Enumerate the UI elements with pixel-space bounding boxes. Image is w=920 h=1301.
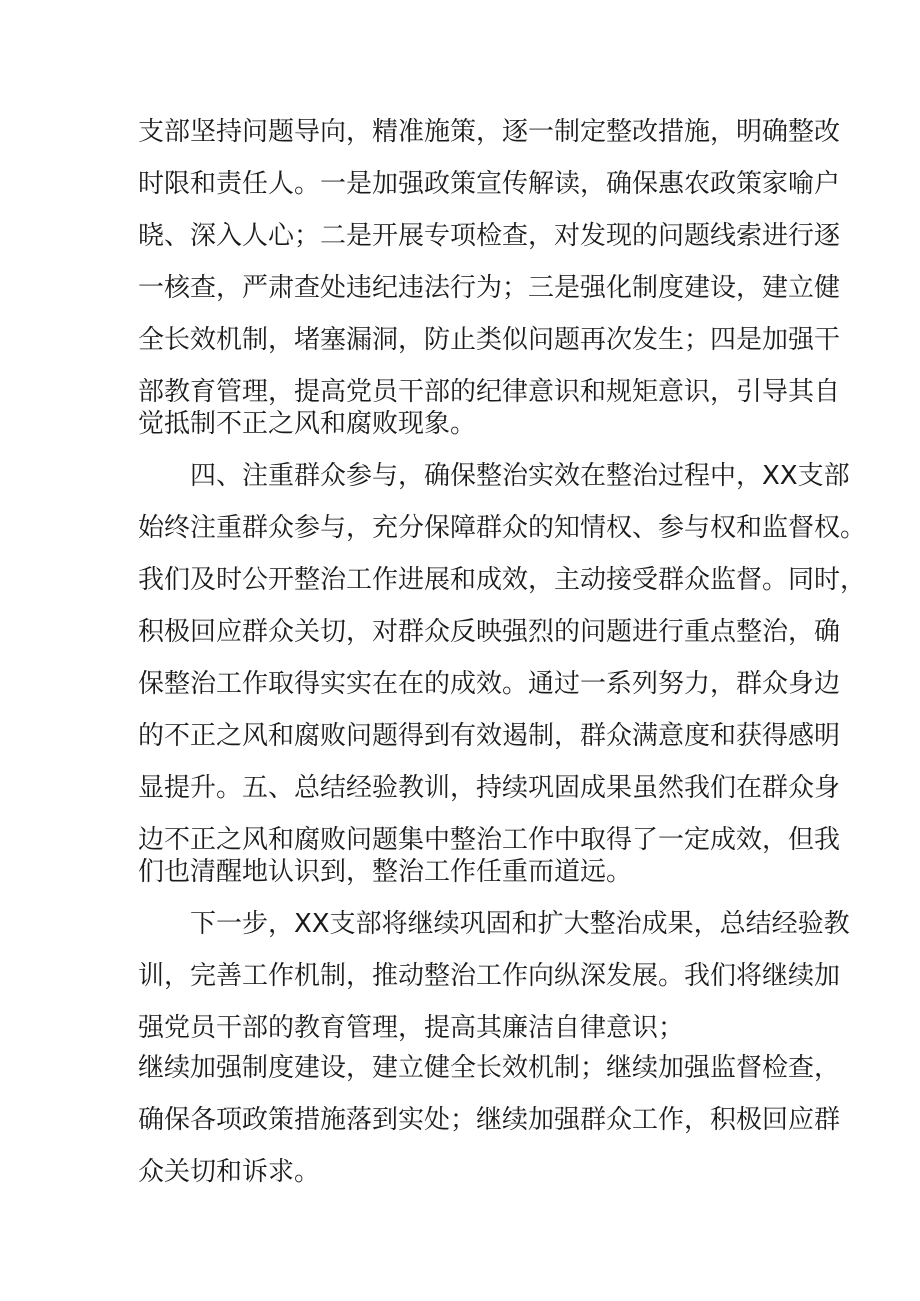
text-line: 边不正之风和腐败问题集中整治工作中取得了一定成效，但我	[138, 825, 841, 855]
text-line: 继续加强制度建设，建立健全长效机制；继续加强监督检查，	[138, 1053, 841, 1083]
text-line: 训，完善工作机制，推动整治工作向纵深发展。我们将继续加	[138, 961, 841, 991]
paragraph-start-line: 四、注重群众参与，确保整治实效在整治过程中，XX支部	[190, 461, 850, 491]
paragraph-start-line: 下一步，XX支部将继续巩固和扩大整治成果，总结经验教	[190, 909, 850, 939]
text-line: 保整治工作取得实实在在的成效。通过一系列努力，群众身边	[138, 669, 841, 699]
text-line: 支部坚持问题导向，精准施策，逐一制定整改措施，明确整改	[138, 117, 841, 147]
text-line: 积极回应群众关切，对群众反映强烈的问题进行重点整治，确	[138, 617, 841, 647]
text-line: 一核查，严肃查处违纪违法行为；三是强化制度建设，建立健	[138, 273, 841, 303]
text-line: 们也清醒地认识到，整治工作任重而道远。	[138, 857, 633, 887]
text-line: 部教育管理，提高党员干部的纪律意识和规矩意识，引导其自	[138, 377, 841, 407]
text-line: 时限和责任人。一是加强政策宣传解读，确保惠农政策家喻户	[138, 169, 841, 199]
text-line: 全长效机制，堵塞漏洞，防止类似问题再次发生；四是加强干	[138, 325, 841, 355]
text-line: 显提升。五、总结经验教训，持续巩固成果虽然我们在群众身	[138, 773, 841, 803]
text-line: 的不正之风和腐败问题得到有效遏制，群众满意度和获得感明	[138, 721, 841, 751]
text-line: 我们及时公开整治工作进展和成效，主动接受群众监督。同时，	[138, 565, 867, 595]
text-line: 觉抵制不正之风和腐败现象。	[138, 409, 477, 439]
text-line: 强党员干部的教育管理，提高其廉洁自律意识；	[138, 1013, 685, 1043]
text-line: 始终注重群众参与，充分保障群众的知情权、参与权和监督权。	[138, 513, 867, 543]
text-line: 众关切和诉求。	[138, 1157, 321, 1187]
text-line: 确保各项政策措施落到实处；继续加强群众工作，积极回应群	[138, 1105, 841, 1135]
text-line: 晓、深入人心；二是开展专项检查，对发现的问题线索进行逐	[138, 221, 841, 251]
